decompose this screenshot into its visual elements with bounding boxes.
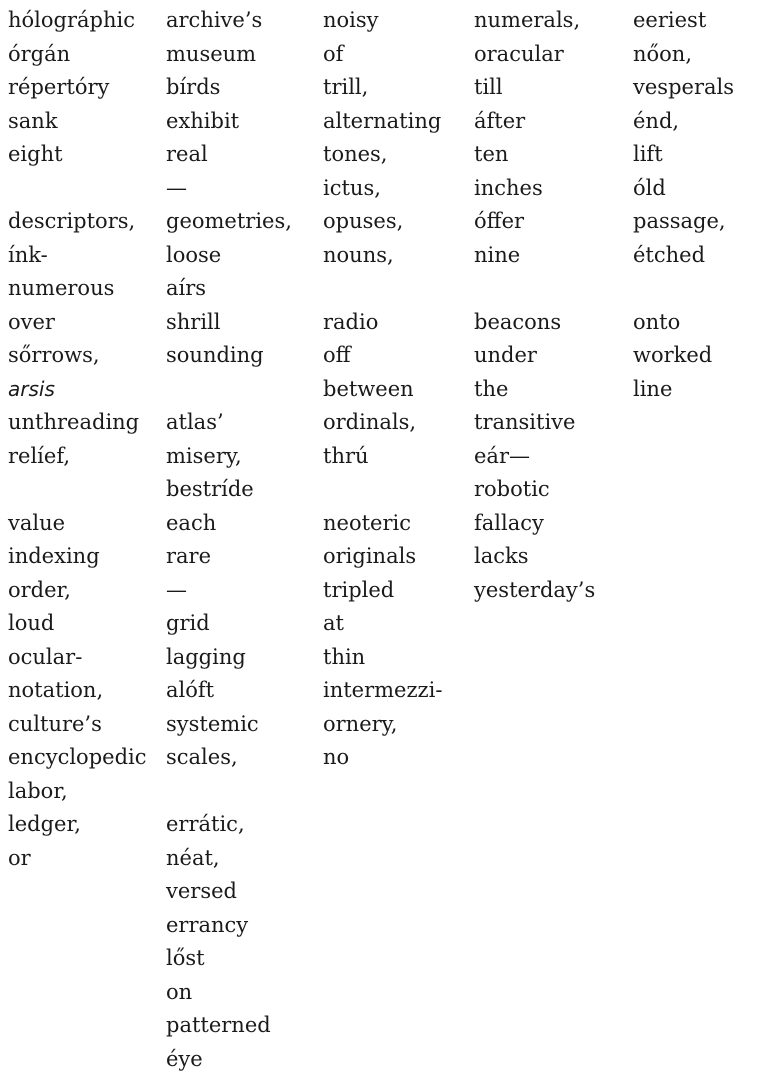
poem-line: ínk- <box>8 242 48 267</box>
poem-line: on <box>166 979 193 1004</box>
poem-line: no <box>323 745 350 769</box>
poem-line: inches <box>474 175 543 200</box>
poem-line: versed <box>166 879 237 903</box>
poem-line: off <box>323 343 351 367</box>
poem-line: geometries, <box>166 209 292 233</box>
poem-line: scales, <box>166 745 238 769</box>
poem-line: bestríde <box>166 477 254 501</box>
poem-line: — <box>166 175 187 200</box>
poem-line: étched <box>633 242 706 267</box>
poem-line: misery, <box>166 443 242 468</box>
poem-line: atlas’ <box>166 410 224 434</box>
poem-line: value <box>8 510 66 535</box>
stanza-break <box>323 473 442 507</box>
poem-line: radio <box>323 309 379 334</box>
poem-line: sőrrows, <box>8 343 100 367</box>
poem-line: archive’s <box>166 8 263 32</box>
poem-line: numerous <box>8 276 115 300</box>
poem-line: beacons <box>474 309 562 334</box>
poem-line: lacks <box>474 544 529 568</box>
poem-line: exhibit <box>166 108 240 133</box>
stanza-break <box>474 272 595 306</box>
poem-line: descriptors, <box>8 209 136 233</box>
poem-line: thrú <box>323 443 369 468</box>
poem-line: each <box>166 510 217 535</box>
poem-column-3 <box>323 4 442 775</box>
poem-line: nőon, <box>633 41 693 66</box>
poem-line: éye <box>166 1046 203 1071</box>
poem-line: real <box>166 142 208 166</box>
poem-line: nine <box>474 242 521 267</box>
poem-line: nouns, <box>323 242 394 267</box>
poem-line: eight <box>8 142 63 166</box>
poem-line: eeriest <box>633 8 707 32</box>
poem-line: trill, <box>323 75 369 99</box>
poem-line: órgán <box>8 41 71 66</box>
poem-line: numerals, <box>474 8 581 32</box>
poem-line: oracular <box>474 41 564 66</box>
poem-line: line <box>633 376 673 401</box>
poem-line: fallacy <box>474 510 544 535</box>
poem-line: encyclopedic <box>8 745 147 769</box>
poem-line: shrill <box>166 309 221 334</box>
poem-line: culture’s <box>8 711 102 736</box>
poem-line: óld <box>633 175 666 200</box>
poem-line: lőst <box>166 946 205 970</box>
poem-line: loose <box>166 242 222 267</box>
poem-line: alóft <box>166 678 215 702</box>
stanza-break <box>8 172 147 206</box>
poem-line: ten <box>474 142 509 166</box>
poem-line: eár— <box>474 443 530 468</box>
poem-line: alternating <box>323 108 442 133</box>
poem-line: tones, <box>323 142 388 166</box>
poem-line: áfter <box>474 108 526 133</box>
poem-line: indexing <box>8 544 100 568</box>
stanza-break <box>166 373 292 407</box>
stanza-break <box>323 272 442 306</box>
poem-line: order, <box>8 577 71 602</box>
poem-line: robotic <box>474 477 550 501</box>
poem-line: unthreading <box>8 410 140 434</box>
poem-line: patterned <box>166 1013 271 1037</box>
stanza-break <box>8 473 147 507</box>
poem-line: opuses, <box>323 209 404 233</box>
stanza-break <box>633 272 734 306</box>
poem-line: or <box>8 845 31 870</box>
poem-line: museum <box>166 41 257 66</box>
poem-line: thin <box>323 644 366 669</box>
poem-line: ictus, <box>323 175 381 200</box>
poem-line: neoteric <box>323 510 411 535</box>
stanza-break <box>166 775 292 809</box>
poem-line: between <box>323 376 414 401</box>
poem-line: passage, <box>633 209 726 233</box>
poem-line: under <box>474 343 537 367</box>
poem-line: worked <box>633 343 713 367</box>
poem-column-4 <box>474 4 595 607</box>
poem-line: ledger, <box>8 812 81 836</box>
poem-line: aírs <box>166 276 207 300</box>
poem-line: noisy <box>323 8 379 32</box>
poem-line: intermezzi- <box>323 678 443 702</box>
poem-line: grid <box>166 611 210 635</box>
poem-line: lift <box>633 142 663 166</box>
poem-column-1 <box>8 4 147 875</box>
poem-line: — <box>166 577 187 602</box>
poem-line: relíef, <box>8 443 71 468</box>
poem-line: ornery, <box>323 711 398 736</box>
poem-line: notation, <box>8 678 104 702</box>
poem-line: óffer <box>474 209 525 233</box>
poem-line: tripled <box>323 577 395 602</box>
poem-line: ordinals, <box>323 410 417 434</box>
poem-line: bírds <box>166 75 221 99</box>
poem-line: over <box>8 309 55 334</box>
poem-line: at <box>323 611 344 635</box>
poem-line: hólográphic <box>8 8 135 32</box>
poem-line: errancy <box>166 912 249 937</box>
poem-column-2 <box>166 4 292 1076</box>
poem-line: systemic <box>166 711 259 736</box>
poem-line: ocular- <box>8 644 83 669</box>
poem-line: lagging <box>166 644 246 669</box>
poem-line: yesterday’s <box>474 577 596 602</box>
poem-line: répertóry <box>8 75 110 99</box>
poem-line: loud <box>8 611 55 635</box>
poem-line: vesperals <box>633 75 734 99</box>
poem-line: originals <box>323 544 417 568</box>
poem-line: sank <box>8 108 58 133</box>
poem-line: onto <box>633 309 681 334</box>
poem-line: sounding <box>166 343 264 367</box>
poem-line: rare <box>166 544 212 568</box>
poem-line: transitive <box>474 410 576 434</box>
poem-line: arsis <box>8 376 55 401</box>
poem-line: errátic, <box>166 812 245 836</box>
poem-line: néat, <box>166 845 220 870</box>
poem-line: labor, <box>8 778 68 803</box>
poem-column-5 <box>633 4 734 406</box>
poem-line: till <box>474 75 503 99</box>
poem-line: the <box>474 376 509 401</box>
poem-line: of <box>323 41 344 66</box>
poem-line: énd, <box>633 108 680 133</box>
